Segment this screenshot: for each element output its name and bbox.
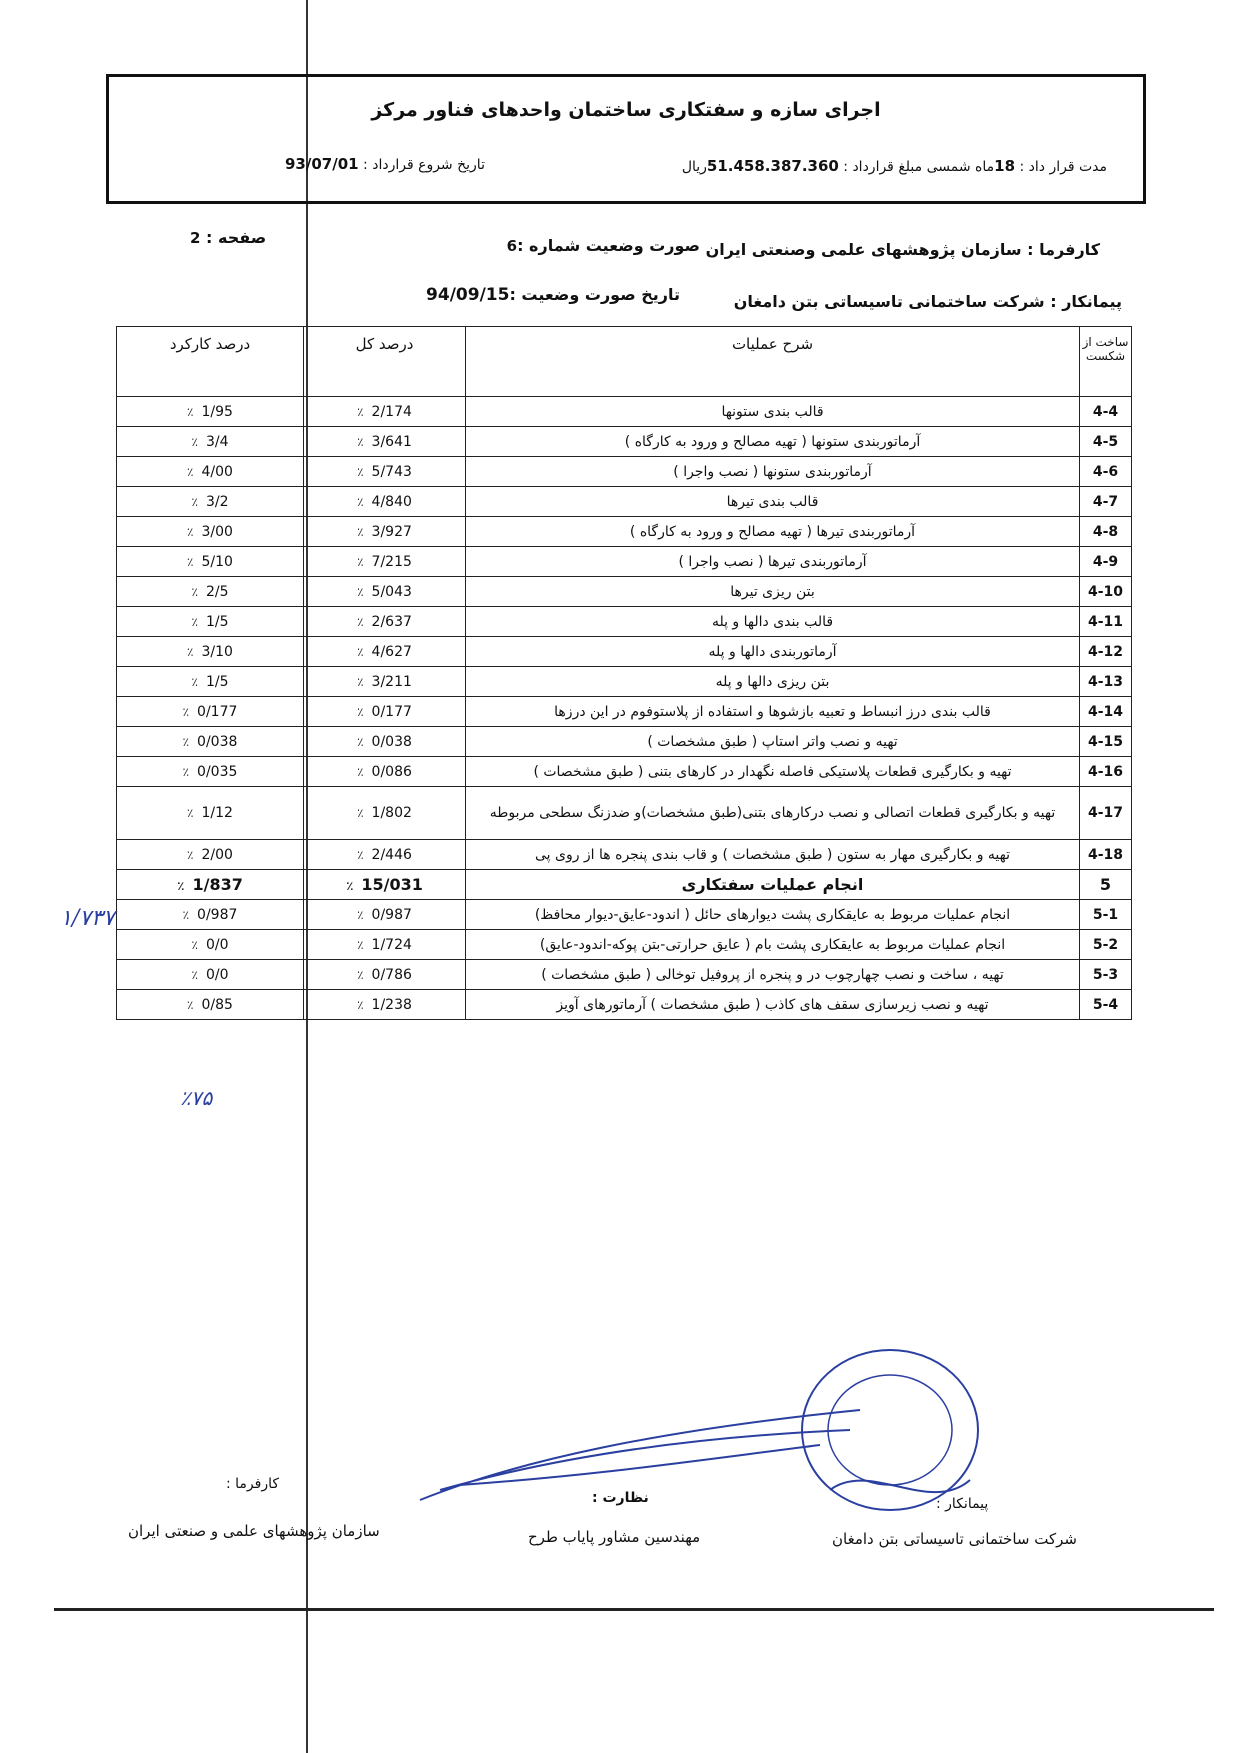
row-total-percent-value: 3/927: [371, 523, 412, 540]
row-total-percent: [304, 990, 466, 1020]
row-description: بتن ریزی تیرها: [466, 577, 1080, 607]
table-row: [117, 607, 1132, 637]
row-total-percent-value: 5/043: [371, 583, 412, 600]
employer-info: [706, 240, 1100, 259]
row-code: 4-9: [1080, 547, 1132, 577]
percent-sign: ٪: [357, 734, 364, 749]
table-row: [117, 397, 1132, 427]
row-work-percent-value: 5/10: [201, 553, 233, 570]
row-work-percent-value: 0/035: [197, 763, 238, 780]
row-description: آرماتوربندی ستونها ( نصب واجرا ): [466, 457, 1080, 487]
table-row: [117, 577, 1132, 607]
row-code: 4-16: [1080, 757, 1132, 787]
percent-sign: ٪: [187, 847, 194, 862]
row-total-percent-value: 0/038: [371, 733, 412, 750]
row-work-percent: [117, 667, 304, 697]
percent-sign: ٪: [187, 644, 194, 659]
row-total-percent: [304, 840, 466, 870]
row-code: 4-5: [1080, 427, 1132, 457]
contract-info: [682, 157, 1107, 175]
row-work-percent-value: 1/95: [201, 403, 233, 420]
start-date-value: 93/07/01: [285, 155, 359, 173]
percent-sign: ٪: [187, 524, 194, 539]
row-total-percent-value: 3/211: [371, 673, 412, 690]
percent-sign: ٪: [346, 879, 354, 893]
row-total-percent: [304, 870, 466, 900]
percent-sign: ٪: [357, 907, 364, 922]
statement-number-label: صورت وضعیت شماره :: [517, 236, 700, 255]
percent-sign: ٪: [357, 806, 364, 820]
percent-sign: ٪: [182, 764, 190, 779]
percent-sign: ٪: [187, 464, 194, 479]
row-total-percent-value: 4/840: [371, 493, 412, 510]
row-total-percent: [304, 667, 466, 697]
row-code: 5-4: [1080, 990, 1132, 1020]
percent-sign: ٪: [357, 704, 364, 719]
start-date-label: تاریخ شروع قرارداد :: [363, 157, 485, 173]
table-row: [117, 697, 1132, 727]
row-total-percent-value: 0/987: [371, 906, 412, 923]
percent-sign: ٪: [357, 554, 364, 569]
row-code: 4-8: [1080, 517, 1132, 547]
row-work-percent: [117, 930, 304, 960]
row-description: تهیه و نصب واتر استاپ ( طبق مشخصات ): [466, 727, 1080, 757]
row-work-percent-value: 4/00: [201, 463, 233, 480]
percent-sign: ٪: [187, 997, 194, 1012]
row-description: بتن ریزی دالها و پله: [466, 667, 1080, 697]
row-code: 4-10: [1080, 577, 1132, 607]
page-label: صفحه :: [206, 228, 267, 247]
row-code: 4-17: [1080, 787, 1132, 840]
statement-date-value: 94/09/15: [426, 285, 510, 305]
row-work-percent: [117, 757, 304, 787]
percent-sign: ٪: [187, 554, 194, 569]
row-work-percent: [117, 577, 304, 607]
contractor-info: [734, 292, 1122, 311]
row-total-percent-value: 0/786: [371, 966, 412, 983]
row-work-percent: [117, 960, 304, 990]
row-total-percent-value: 1/802: [371, 805, 412, 821]
row-code: 4-14: [1080, 697, 1132, 727]
percent-sign: ٪: [357, 494, 364, 509]
employer-label: کارفرما :: [1027, 240, 1100, 259]
table-row: [117, 727, 1132, 757]
row-total-percent: [304, 517, 466, 547]
statement-date: [426, 285, 680, 305]
row-description: قالب بندی درز انبساط و تعبیه بازشوها و استفاده از پلاستوفوم در این درزها: [466, 697, 1080, 727]
sig-supervision-value: مهندسین مشاور پایاب طرح: [528, 1528, 701, 1546]
percent-sign: ٪: [357, 584, 364, 599]
row-code: 4-15: [1080, 727, 1132, 757]
row-total-percent-value: 4/627: [371, 643, 412, 660]
sig-contractor-label: پیمانکار :: [936, 1496, 989, 1512]
percent-sign: ٪: [357, 404, 364, 419]
row-total-percent: [304, 697, 466, 727]
row-code: 4-11: [1080, 607, 1132, 637]
percent-sign: ٪: [357, 434, 364, 449]
amount-label: مبلغ قرارداد :: [843, 159, 923, 175]
row-code: 4-6: [1080, 457, 1132, 487]
row-work-percent: [117, 427, 304, 457]
table-row: [117, 427, 1132, 457]
row-work-percent: [117, 487, 304, 517]
bottom-rule: [54, 1608, 1214, 1611]
row-description: انجام عملیات سفتکاری: [466, 870, 1080, 900]
document-title: اجرای سازه و سفتکاری ساختمان واحدهای فناور مرکز: [371, 99, 881, 121]
percent-sign: ٪: [191, 434, 198, 449]
percent-sign: ٪: [182, 734, 190, 749]
header-description: شرح عملیات: [466, 327, 1080, 397]
row-total-percent: [304, 900, 466, 930]
row-description: آرماتوربندی ستونها ( تهیه مصالح و ورود به کارگاه ): [466, 427, 1080, 457]
percent-sign: ٪: [182, 907, 190, 922]
duration-value: 18: [994, 157, 1016, 175]
row-total-percent-value: 2/637: [371, 613, 412, 630]
table-row: [117, 547, 1132, 577]
row-total-percent-value: 7/215: [371, 553, 412, 570]
row-total-percent-value: 1/724: [371, 936, 412, 953]
duration-unit: ماه شمسی: [926, 159, 995, 175]
row-description: تهیه و نصب زیرسازی سقف های کاذب ( طبق مشخصات ) آرماتورهای آویز: [466, 990, 1080, 1020]
amount-unit: ریال: [681, 159, 707, 175]
handwritten-note-total: ۱/۷۳۷: [60, 906, 115, 931]
row-work-percent: [117, 457, 304, 487]
row-description: قالب بندی ستونها: [466, 397, 1080, 427]
row-work-percent: [117, 900, 304, 930]
row-total-percent-value: 2/174: [371, 403, 412, 420]
row-work-percent: [117, 517, 304, 547]
duration-label: مدت قرار داد :: [1019, 159, 1107, 175]
row-work-percent-value: 1/837: [192, 875, 243, 894]
row-total-percent: [304, 457, 466, 487]
percent-sign: ٪: [357, 847, 364, 862]
percent-sign: ٪: [357, 524, 364, 539]
row-work-percent: [117, 840, 304, 870]
employer-value: سازمان پژوهشهای علمی وصنعتی ایران: [705, 240, 1022, 259]
table-row: [117, 637, 1132, 667]
row-total-percent: [304, 930, 466, 960]
row-description: آرماتوربندی دالها و پله: [466, 637, 1080, 667]
row-total-percent: [304, 607, 466, 637]
row-work-percent-value: 0/038: [197, 733, 238, 750]
row-work-percent-value: 0/0: [205, 966, 229, 983]
row-description: قالب بندی تیرها: [466, 487, 1080, 517]
row-work-percent-value: 0/177: [197, 703, 238, 720]
row-code: 4-18: [1080, 840, 1132, 870]
row-code: 4-13: [1080, 667, 1132, 697]
table-header-row: [117, 327, 1132, 397]
row-total-percent: [304, 487, 466, 517]
row-work-percent-value: 0/0: [205, 936, 229, 953]
row-total-percent-value: 3/641: [371, 433, 412, 450]
row-code: 4-4: [1080, 397, 1132, 427]
page-number: [190, 228, 266, 247]
table-row: [117, 930, 1132, 960]
percent-sign: ٪: [357, 937, 364, 952]
row-total-percent: [304, 547, 466, 577]
row-description: تهیه ، ساخت و نصب چهارچوب در و پنجره از پروفیل توخالی ( طبق مشخصات ): [466, 960, 1080, 990]
table-row: [117, 870, 1132, 900]
table-row: [117, 787, 1132, 840]
sig-employer-value: سازمان پژوهشهای علمی و صنعتی ایران: [128, 1522, 380, 1540]
row-total-percent: [304, 397, 466, 427]
percent-sign: ٪: [357, 764, 364, 779]
row-total-percent: [304, 637, 466, 667]
percent-sign: ٪: [177, 879, 185, 893]
row-work-percent-value: 1/12: [201, 805, 233, 821]
table-row: [117, 487, 1132, 517]
header-box: [106, 74, 1146, 204]
row-total-percent: [304, 757, 466, 787]
row-code: 5: [1080, 870, 1132, 900]
row-total-percent-value: 15/031: [361, 875, 423, 894]
percent-sign: ٪: [191, 967, 198, 982]
row-description: آرماتوربندی تیرها ( نصب واجرا ): [466, 547, 1080, 577]
header-work-percent: درصد کارکرد: [117, 327, 304, 397]
row-description: انجام عملیات مربوط به عایقکاری پشت دیوارهای حائل ( اندود-عایق-دیوار محافظ): [466, 900, 1080, 930]
row-work-percent-value: 3/10: [201, 643, 233, 660]
table-row: [117, 457, 1132, 487]
row-code: 5-2: [1080, 930, 1132, 960]
row-work-percent-value: 1/5: [205, 613, 229, 630]
contractor-label: پیمانکار :: [1050, 292, 1122, 311]
sig-contractor-value: شرکت ساختمانی تاسیساتی بتن دامغان: [832, 1530, 1077, 1548]
row-work-percent-value: 3/00: [201, 523, 233, 540]
row-description: تهیه و بکارگیری مهار به ستون ( طبق مشخصات ) و قاب بندی پنجره ها از روی پی: [466, 840, 1080, 870]
start-date-info: [285, 155, 485, 173]
table-row: [117, 990, 1132, 1020]
percent-sign: ٪: [182, 704, 190, 719]
percent-sign: ٪: [357, 967, 364, 982]
page-value: 2: [190, 229, 201, 247]
row-total-percent-value: 5/743: [371, 463, 412, 480]
row-work-percent: [117, 697, 304, 727]
row-work-percent: [117, 990, 304, 1020]
table-row: [117, 667, 1132, 697]
table-row: [117, 757, 1132, 787]
percent-sign: ٪: [357, 644, 364, 659]
row-code: 5-3: [1080, 960, 1132, 990]
row-work-percent-value: 3/2: [205, 493, 229, 510]
handwritten-note-percent: ٪۷۵: [180, 1086, 213, 1110]
row-description: انجام عملیات مربوط به عایقکاری پشت بام ( عایق حرارتی-بتن پوکه-اندود-عایق): [466, 930, 1080, 960]
row-work-percent: [117, 397, 304, 427]
works-table: [116, 326, 1132, 1020]
percent-sign: ٪: [357, 674, 364, 689]
row-work-percent: [117, 637, 304, 667]
percent-sign: ٪: [191, 584, 198, 599]
row-total-percent-value: 0/086: [371, 763, 412, 780]
statement-date-label: تاریخ صورت وضعیت :: [509, 285, 680, 304]
row-work-percent-value: 1/5: [205, 673, 229, 690]
sig-supervision-label: نظارت :: [592, 1490, 649, 1506]
table-row: [117, 840, 1132, 870]
row-description: آرماتوربندی تیرها ( تهیه مصالح و ورود به کارگاه ): [466, 517, 1080, 547]
row-code: 5-1: [1080, 900, 1132, 930]
row-work-percent-value: 0/987: [197, 906, 238, 923]
table-row: [117, 960, 1132, 990]
row-work-percent: [117, 787, 304, 840]
row-work-percent-value: 3/4: [205, 433, 229, 450]
percent-sign: ٪: [191, 674, 198, 689]
percent-sign: ٪: [191, 614, 198, 629]
row-work-percent: [117, 607, 304, 637]
amount-value: 51.458.387.360: [706, 157, 839, 175]
row-total-percent: [304, 727, 466, 757]
row-work-percent: [117, 870, 304, 900]
row-total-percent: [304, 960, 466, 990]
row-total-percent-value: 1/238: [371, 996, 412, 1013]
row-description: تهیه و بکارگیری قطعات پلاستیکی فاصله نگهدار در کارهای بتنی ( طبق مشخصات ): [466, 757, 1080, 787]
statement-number: [507, 236, 700, 255]
row-work-percent-value: 0/85: [201, 996, 233, 1013]
row-description: تهیه و بکارگیری قطعات اتصالی و نصب درکارهای بتنی(طبق مشخصات)و ضدزنگ سطحی مربوطه: [466, 787, 1080, 840]
percent-sign: ٪: [187, 806, 194, 820]
row-work-percent: [117, 727, 304, 757]
percent-sign: ٪: [357, 997, 364, 1012]
row-code: 4-7: [1080, 487, 1132, 517]
table-row: [117, 900, 1132, 930]
percent-sign: ٪: [191, 494, 198, 509]
row-total-percent: [304, 427, 466, 457]
row-work-percent-value: 2/00: [201, 846, 233, 863]
row-work-percent: [117, 547, 304, 577]
percent-sign: ٪: [357, 614, 364, 629]
row-work-percent-value: 2/5: [205, 583, 229, 600]
row-total-percent: [304, 577, 466, 607]
contractor-value: شرکت ساختمانی تاسیساتی بتن دامغان: [733, 292, 1045, 311]
percent-sign: ٪: [187, 404, 194, 419]
percent-sign: ٪: [191, 937, 198, 952]
row-total-percent: [304, 787, 466, 840]
statement-number-value: 6: [506, 237, 518, 255]
row-total-percent-value: 2/446: [371, 846, 412, 863]
row-description: قالب بندی دالها و پله: [466, 607, 1080, 637]
header-total-percent: درصد کل: [304, 327, 466, 397]
table-row: [117, 517, 1132, 547]
percent-sign: ٪: [357, 464, 364, 479]
header-code: ساخت از شکست: [1080, 327, 1132, 397]
row-total-percent-value: 0/177: [371, 703, 412, 720]
row-code: 4-12: [1080, 637, 1132, 667]
sig-employer-label: کارفرما :: [226, 1476, 280, 1492]
